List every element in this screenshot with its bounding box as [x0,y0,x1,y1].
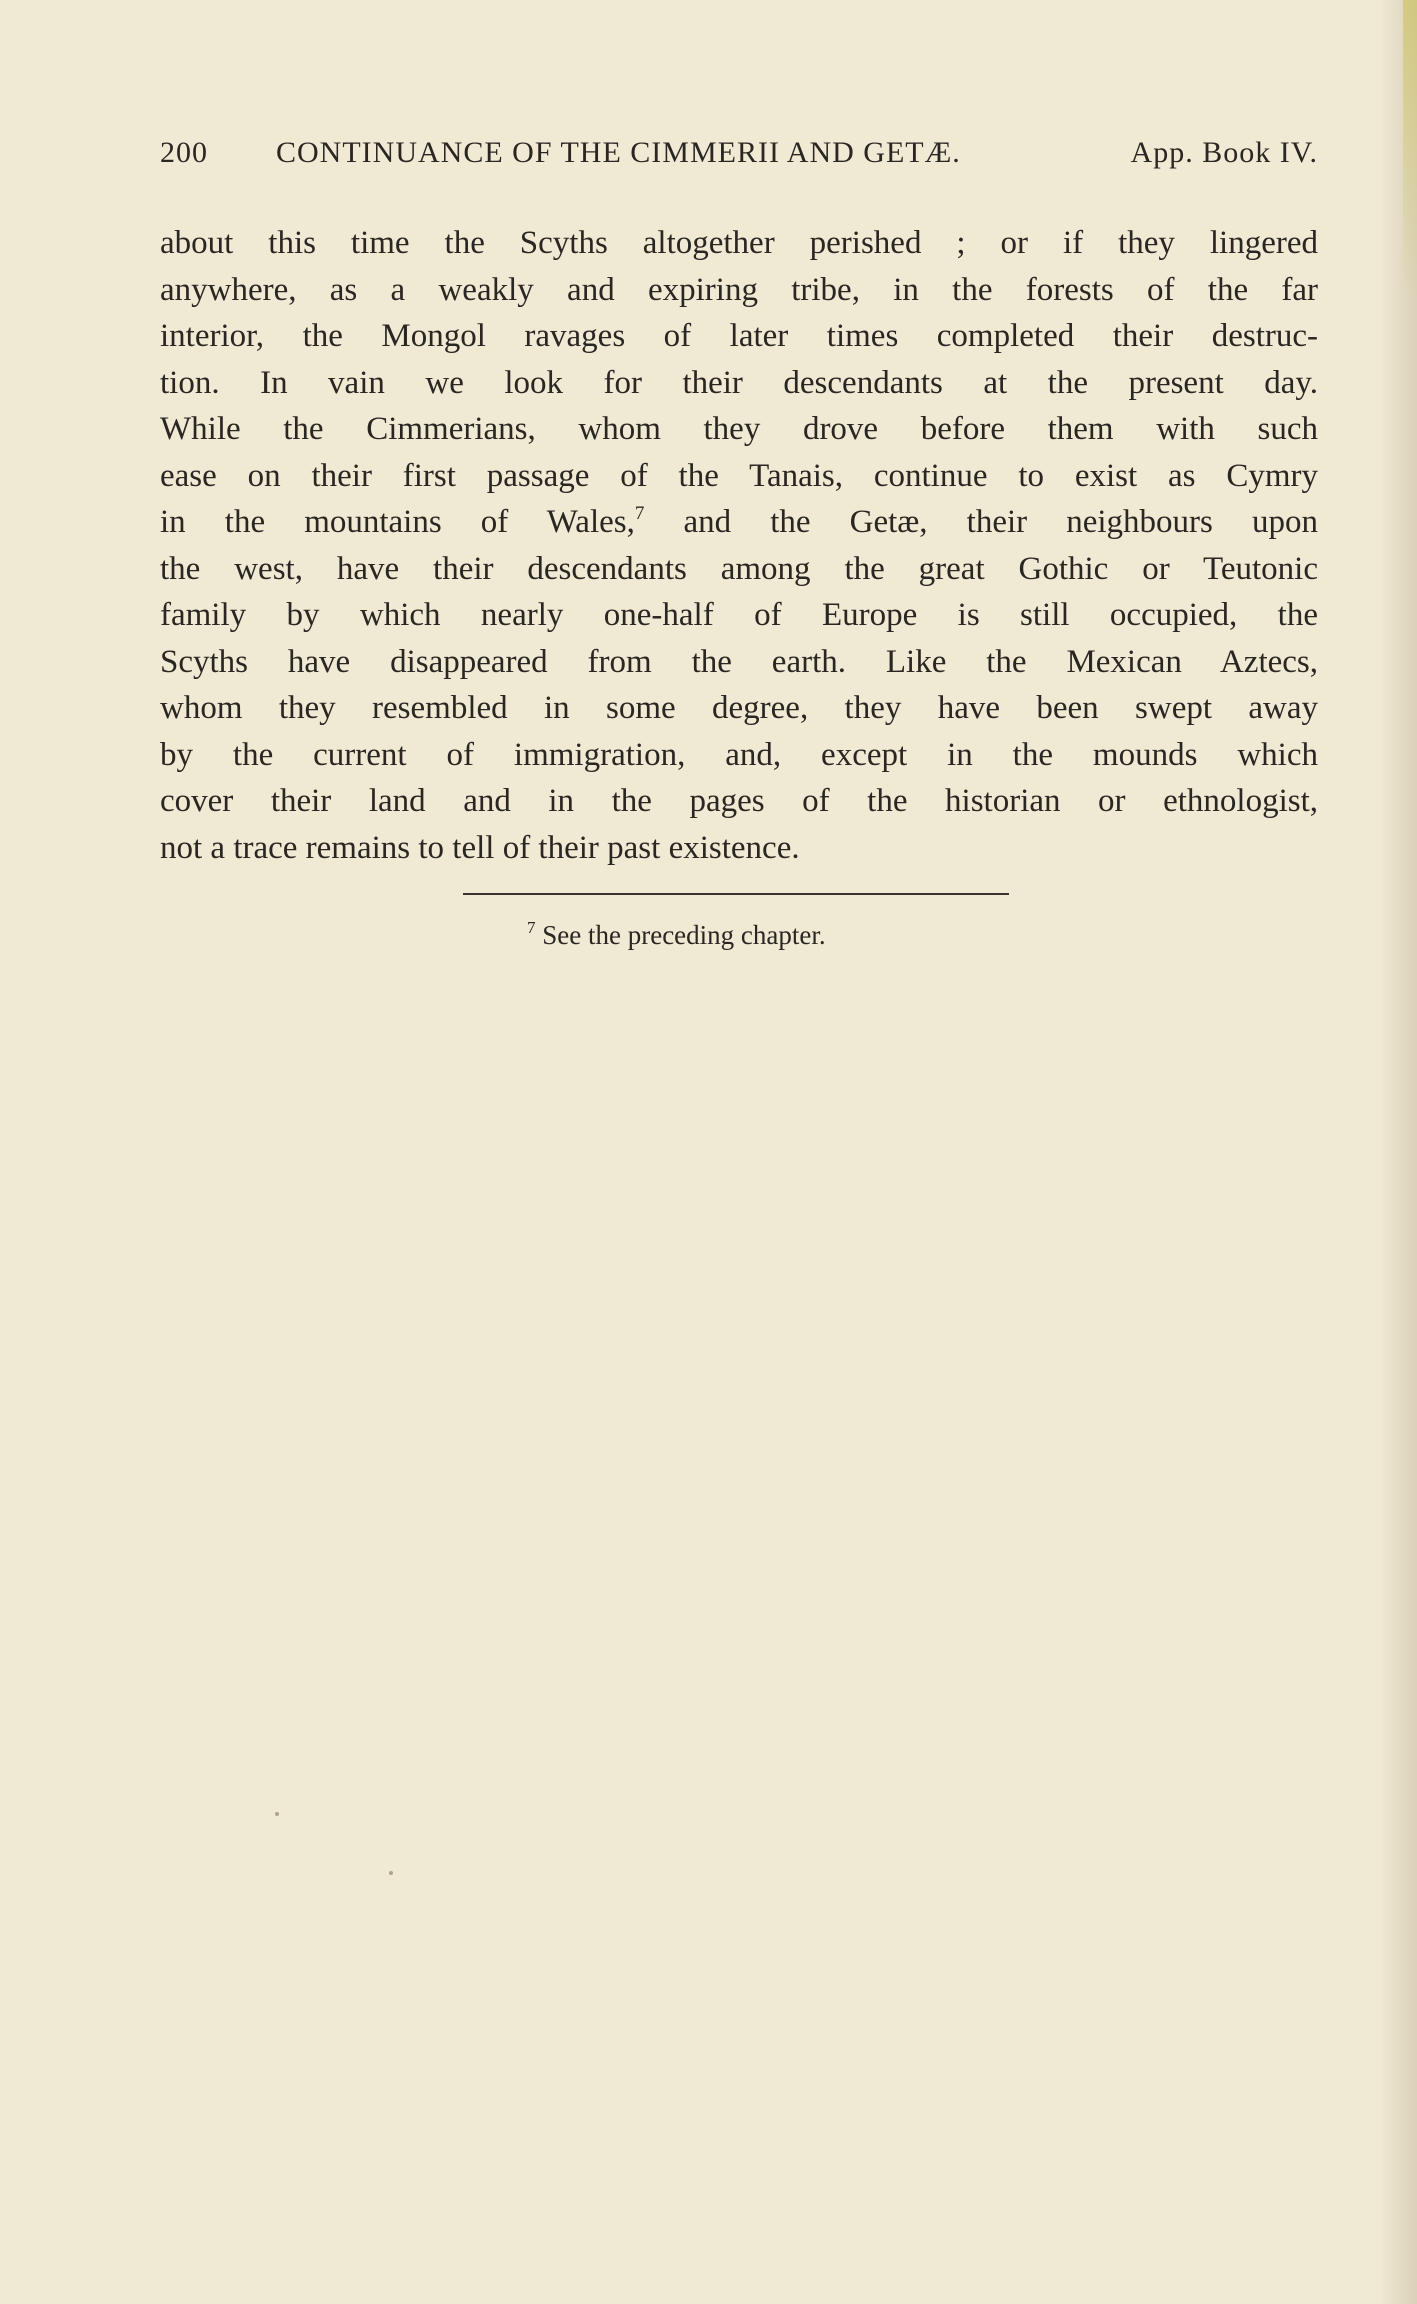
body-line: about this time the Scyths altogether perished ; or if they lingered [160,225,1318,261]
footnote-divider [463,893,1009,895]
footnote-text: See the preceding chapter. [542,920,826,950]
body-line: interior, the Mongol ravages of later times completed their destruc- [160,318,1318,354]
paper-speck [275,1812,279,1816]
body-line: While the Cimmerians, whom they drove before them with such [160,411,1318,447]
body-paragraph [160,220,1318,871]
footnote [527,920,826,951]
running-header [160,136,1318,176]
body-line-part: in the mountains of Wales, [160,504,635,540]
body-line-with-footnote [160,499,1318,546]
body-line: tion. In vain we look for their descendants at the present day. [160,364,1318,401]
footnote-marker: 7 [527,918,536,937]
body-line: whom they resembled in some degree, they have been swept away [160,690,1318,726]
page-number: 200 [160,136,208,169]
section-reference: App. Book IV. [1130,136,1318,169]
body-line: family by which nearly one-half of Europe is still occupied, the [160,597,1318,633]
page-edge-shadow [1403,0,1417,300]
body-line: anywhere, as a weakly and expiring tribe, in the forests of the far [160,271,1318,308]
paper-speck [389,1871,393,1875]
body-line: cover their land and in the pages of the historian or ethnologist, [160,783,1318,819]
body-line: not a trace remains to tell of their past existence. [160,829,800,866]
body-line-part: and the Getæ, their neighbours upon [683,504,1318,540]
running-title: CONTINUANCE OF THE CIMMERII AND GETÆ. [276,136,961,169]
body-line: Scyths have disappeared from the earth. Like the Mexican Aztecs, [160,643,1318,680]
body-line: the west, have their descendants among the great Gothic or Teutonic [160,550,1318,587]
body-line: by the current of immigration, and, except in the mounds which [160,736,1318,773]
body-line: ease on their first passage of the Tanais, continue to exist as Cymry [160,457,1318,494]
footnote-reference[interactable]: 7 [634,503,645,524]
